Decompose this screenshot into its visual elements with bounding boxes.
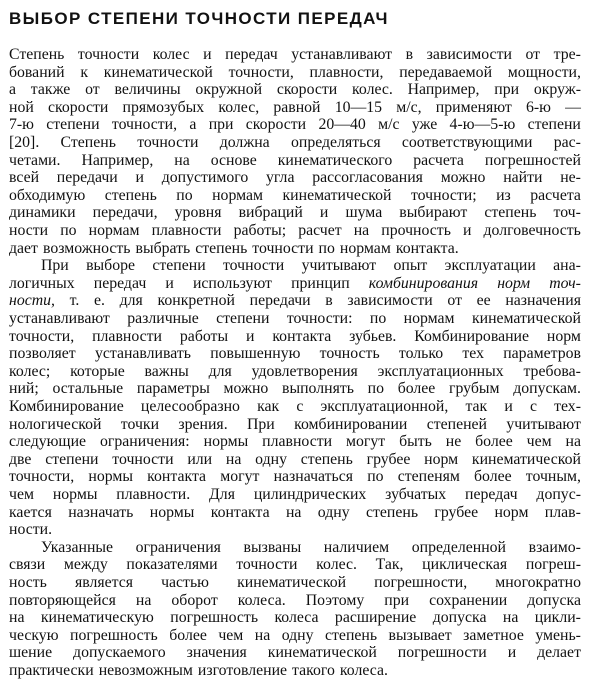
text-line: а также от величины окружной скорости колес. Например, при окруж- [9, 81, 581, 99]
text-line: Указанные ограничения вызваны наличием определенной взаимо- [41, 538, 581, 556]
text-line: нологической точки зрения. При комбинировании степеней учитывают [9, 415, 581, 433]
text-line: повторяющейся на оборот колеса. Поэтому при сохранении допуска [9, 591, 581, 609]
text-line: Степень точности колес и передач устанавливают в зависимости от тре- [9, 46, 581, 63]
text-line: Комбинирование целесообразно как с эксплуатационной, так и с тех- [9, 398, 581, 415]
text-line: чем нормы плавности. Для цилиндрических зубчатых передач допус- [9, 486, 581, 503]
text-line: ний; остальные параметры можно выполнять по более грубым допускам. [9, 380, 581, 398]
text-line: ной скорости прямозубых колес, равной 10—15 м/с, применяют 6-ю — [9, 98, 581, 116]
text-line: позволяет устанавливать повышенную точность только тех параметров [9, 345, 581, 363]
text-line: дает возможность выбрать степень точности по нормам контакта. [9, 239, 459, 257]
text-line: две степени точности или на одну степень грубее норм кинематической [9, 450, 581, 468]
text-line: динамики передачи, уровня вибраций и шума выбирают степень точ- [9, 204, 581, 222]
text-line: бований к кинематической точности, плавности, передаваемой мощности, [9, 63, 581, 81]
text-line: практически невозможным изготовление такого колеса. [9, 662, 388, 679]
text-line: точности, плавности работы и контакта зубьев. Комбинирование норм [9, 327, 581, 345]
text-line: ность является частью кинематической погрешности, многократно [9, 574, 581, 591]
text-line: колес; которые важны для удовлетворения эксплуатационных требова- [9, 362, 581, 380]
text-line: на кинематическую погрешность колеса расширение допуска на цикли- [9, 609, 581, 627]
text-line: 7-ю степени точности, а при скорости 20—40 м/с уже 4-ю—5-ю степени [9, 116, 581, 134]
text-line: четами. Например, на основе кинематического расчета погрешностей [9, 151, 581, 169]
text-line: [20]. Степень точности должна определяться соответствующими рас- [9, 134, 581, 151]
text-line: связи между показателями точности колес. Так, циклическая погреш- [9, 556, 581, 574]
text-line: шение допускаемого значения кинематической погрешности и делает [9, 644, 581, 662]
text-line: обходимую степень по нормам кинематической точности; из расчета [9, 186, 581, 204]
section-heading: ВЫБОР СТЕПЕНИ ТОЧНОСТИ ПЕРЕДАЧ [9, 9, 389, 28]
text-line: ности. [9, 521, 53, 539]
text-line: всей передачи и допустимого угла рассогласования можно найти не- [9, 169, 581, 187]
text-line: логичных передач и используют принцип комбинирования норм точ- [9, 274, 581, 292]
text-line: кается назначать нормы контакта на одну степень грубее норм плав- [9, 503, 581, 521]
text-line: ности, т. е. для конкретной передачи в зависимости от ее назначения [9, 292, 581, 310]
text-line: устанавливают различные степени точности: по нормам кинематической [9, 310, 581, 327]
text-line: ности по нормам плавности работы; расчет на прочность и долговечность [9, 222, 581, 239]
text-line: ческую погрешность более чем на одну степень вызывает заметное умень- [9, 626, 581, 644]
text-line: При выборе степени точности учитывают опыт эксплуатации ана- [41, 257, 581, 275]
text-line: следующие ограничения: нормы плавности могут быть не более чем на [9, 433, 581, 451]
text-line: точности, нормы контакта могут назначаться по степеням более точным, [9, 468, 581, 486]
